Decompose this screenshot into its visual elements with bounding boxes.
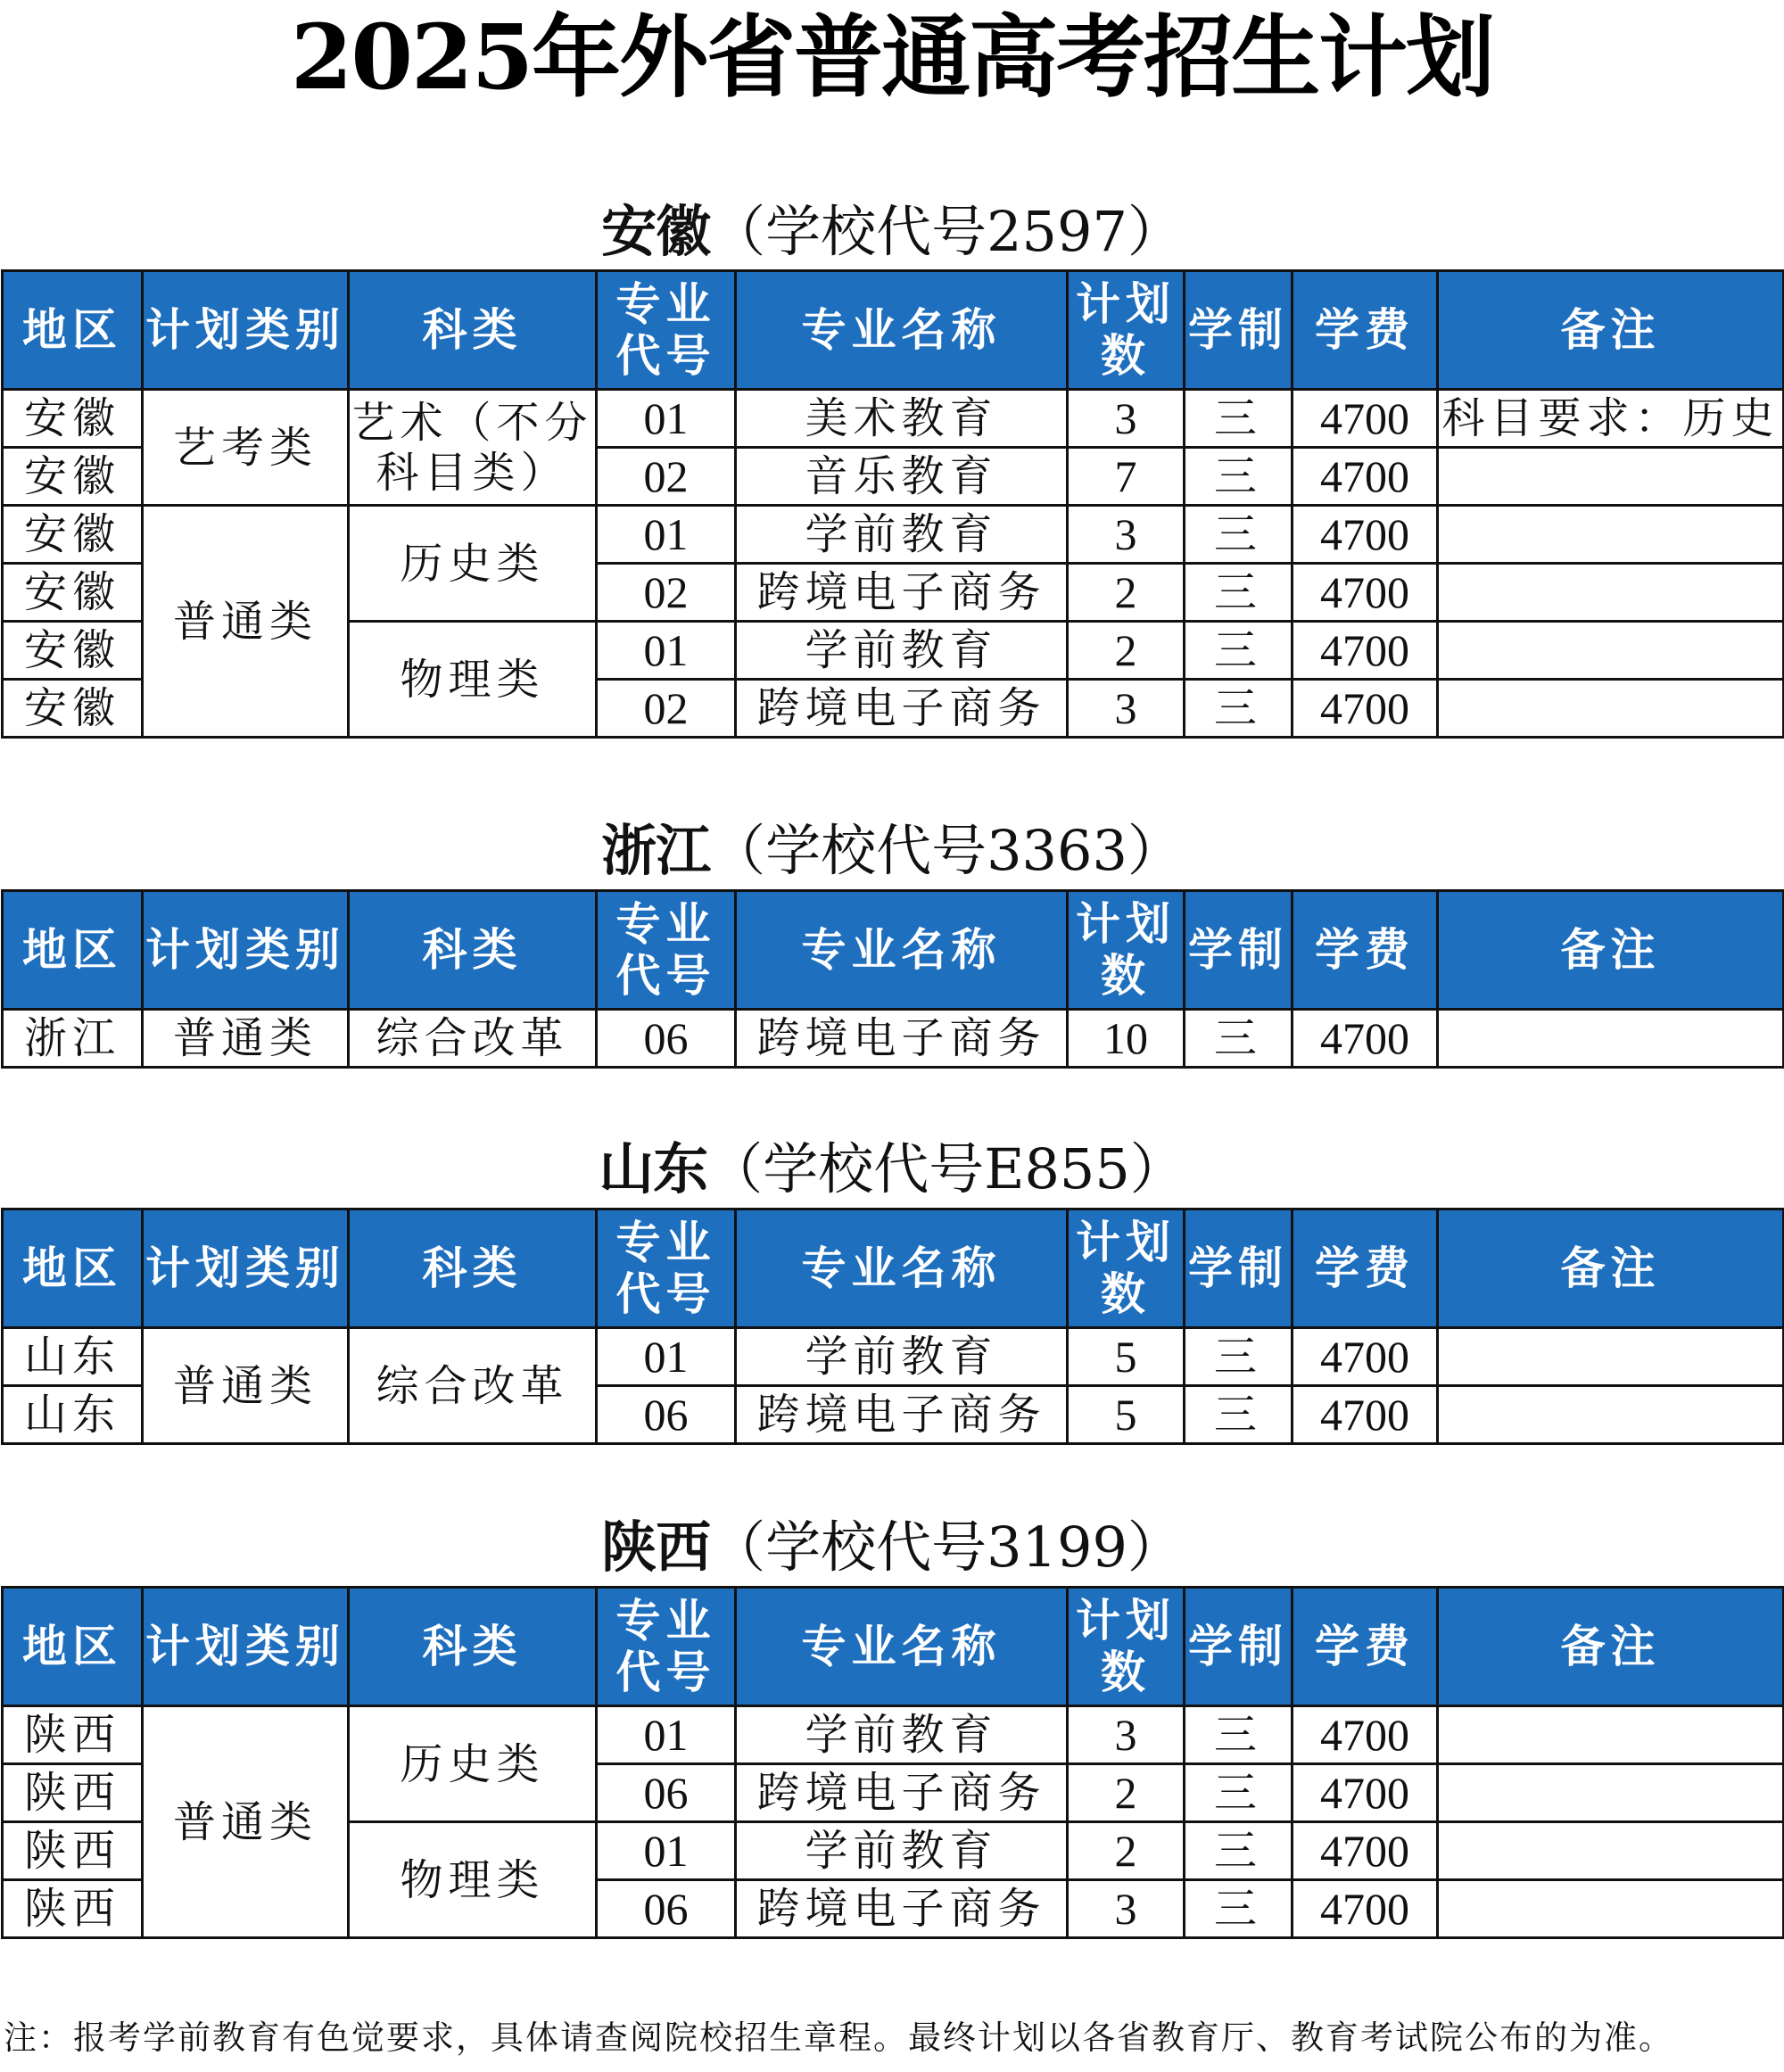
- cell-years: 三: [1185, 1706, 1293, 1764]
- cell-category: 普通类: [143, 1328, 349, 1444]
- cell-major-name: 跨境电子商务: [736, 1010, 1068, 1068]
- cell-region: 安徽: [3, 564, 143, 622]
- table-row: [3, 1706, 1784, 1764]
- cell-years: 三: [1185, 1010, 1293, 1068]
- cell-major-name: 学前教育: [736, 1328, 1068, 1386]
- header-line: 计划: [1076, 1594, 1176, 1647]
- header-line: 计划: [1076, 277, 1176, 330]
- col-header-years: 学制: [1185, 1588, 1293, 1706]
- cell-fee: 4700: [1293, 1010, 1438, 1068]
- section-heading-zhejiang: [0, 813, 1784, 888]
- cell-remark: [1438, 1880, 1784, 1938]
- cell-region: 陕西: [3, 1764, 143, 1822]
- section-school-code: （学校代号3199）: [710, 1515, 1183, 1580]
- cell-remark: [1438, 1386, 1784, 1444]
- col-header-major-code: [597, 1209, 736, 1328]
- plan-table-shaanxi: [1, 1586, 1784, 1939]
- cell-fee: 4700: [1293, 622, 1438, 680]
- header-line: 专业: [615, 277, 716, 330]
- page-title: 2025年外省普通高考招生计划: [290, 4, 1494, 110]
- cell-remark: 科目要求：历史: [1438, 390, 1784, 448]
- table-row: [3, 390, 1784, 448]
- section-heading-anhui: [0, 194, 1784, 269]
- col-header-major-name: 专业名称: [736, 1588, 1068, 1706]
- cell-remark: [1438, 680, 1784, 738]
- table-header-row: [3, 271, 1784, 390]
- cell-years: 三: [1185, 506, 1293, 564]
- col-header-category: 计划类别: [143, 891, 349, 1010]
- table-row: [3, 1010, 1784, 1068]
- cell-remark: [1438, 1822, 1784, 1880]
- header-line: 代号: [615, 1267, 716, 1320]
- cell-fee: 4700: [1293, 506, 1438, 564]
- cell-count: 7: [1068, 448, 1185, 506]
- cell-remark: [1438, 1328, 1784, 1386]
- section-province: 陕西: [601, 1515, 711, 1580]
- col-header-major-name: 专业名称: [736, 271, 1068, 390]
- cell-major-name: 美术教育: [736, 390, 1068, 448]
- header-line: 代号: [615, 949, 716, 1002]
- cell-category: 普通类: [143, 506, 349, 738]
- cell-major-code: 01: [597, 506, 736, 564]
- section-school-code: （学校代号2597）: [710, 199, 1183, 264]
- col-header-major-code: [597, 1588, 736, 1706]
- section-province: 浙江: [601, 818, 711, 883]
- header-line: 计划: [1076, 897, 1176, 950]
- cell-major-code: 01: [597, 1822, 736, 1880]
- cell-major-name: 跨境电子商务: [736, 1386, 1068, 1444]
- cell-count: 2: [1068, 564, 1185, 622]
- cell-fee: 4700: [1293, 1764, 1438, 1822]
- cell-region: 山东: [3, 1386, 143, 1444]
- cell-fee: 4700: [1293, 448, 1438, 506]
- cell-remark: [1438, 506, 1784, 564]
- cell-category: 普通类: [143, 1706, 349, 1938]
- cell-major-name: 跨境电子商务: [736, 1880, 1068, 1938]
- cell-remark: [1438, 1706, 1784, 1764]
- col-header-years: 学制: [1185, 271, 1293, 390]
- table-row: [3, 1328, 1784, 1386]
- cell-years: 三: [1185, 1822, 1293, 1880]
- cell-remark: [1438, 622, 1784, 680]
- cell-major-name: 跨境电子商务: [736, 564, 1068, 622]
- col-header-subject: 科类: [349, 271, 597, 390]
- cell-years: 三: [1185, 564, 1293, 622]
- header-line: 代号: [615, 329, 716, 382]
- col-header-count: [1068, 891, 1185, 1010]
- table-header-row: [3, 891, 1784, 1010]
- cell-fee: 4700: [1293, 1386, 1438, 1444]
- cell-fee: 4700: [1293, 564, 1438, 622]
- cell-major-name: 跨境电子商务: [736, 1764, 1068, 1822]
- cell-fee: 4700: [1293, 1328, 1438, 1386]
- header-line: 专业: [615, 1216, 716, 1268]
- cell-major-name: 学前教育: [736, 506, 1068, 564]
- col-header-major-name: 专业名称: [736, 1209, 1068, 1328]
- cell-category: 普通类: [143, 1010, 349, 1068]
- cell-count: 3: [1068, 1880, 1185, 1938]
- cell-major-code: 01: [597, 622, 736, 680]
- cell-remark: [1438, 1764, 1784, 1822]
- cell-region: 浙江: [3, 1010, 143, 1068]
- col-header-major-code: [597, 271, 736, 390]
- cell-years: 三: [1185, 390, 1293, 448]
- cell-count: 5: [1068, 1386, 1185, 1444]
- footnote: 注：报考学前教育有色觉要求，具体请查阅院校招生章程。最终计划以各省教育厅、教育考试院公布的为准。: [4, 2018, 1673, 2057]
- header-line: 数: [1101, 329, 1151, 382]
- cell-years: 三: [1185, 1386, 1293, 1444]
- col-header-count: [1068, 1209, 1185, 1328]
- col-header-subject: 科类: [349, 891, 597, 1010]
- cell-major-name: 学前教育: [736, 1822, 1068, 1880]
- cell-major-code: 06: [597, 1010, 736, 1068]
- cell-subject: 综合改革: [349, 1328, 597, 1444]
- cell-count: 3: [1068, 1706, 1185, 1764]
- cell-major-name: 音乐教育: [736, 448, 1068, 506]
- cell-subject: 综合改革: [349, 1010, 597, 1068]
- col-header-region: 地区: [3, 1209, 143, 1328]
- cell-major-code: 02: [597, 680, 736, 738]
- cell-fee: 4700: [1293, 1822, 1438, 1880]
- cell-subject: 艺术（不分科目类）: [349, 390, 597, 506]
- col-header-remark: 备注: [1438, 1588, 1784, 1706]
- cell-subject: 历史类: [349, 1706, 597, 1822]
- section-school-code: （学校代号3363）: [710, 818, 1183, 883]
- plan-table-anhui: [1, 269, 1784, 739]
- cell-years: 三: [1185, 448, 1293, 506]
- cell-subject: 物理类: [349, 622, 597, 738]
- section-province: 安徽: [601, 199, 711, 264]
- col-header-category: 计划类别: [143, 1209, 349, 1328]
- cell-count: 3: [1068, 390, 1185, 448]
- col-header-count: [1068, 271, 1185, 390]
- header-line: 数: [1101, 1646, 1151, 1698]
- cell-major-code: 01: [597, 1328, 736, 1386]
- cell-major-code: 06: [597, 1386, 736, 1444]
- cell-count: 2: [1068, 1764, 1185, 1822]
- col-header-region: 地区: [3, 1588, 143, 1706]
- cell-years: 三: [1185, 1880, 1293, 1938]
- cell-remark: [1438, 564, 1784, 622]
- col-header-remark: 备注: [1438, 1209, 1784, 1328]
- cell-region: 陕西: [3, 1880, 143, 1938]
- col-header-region: 地区: [3, 891, 143, 1010]
- cell-region: 安徽: [3, 680, 143, 738]
- col-header-subject: 科类: [349, 1209, 597, 1328]
- cell-count: 5: [1068, 1328, 1185, 1386]
- col-header-remark: 备注: [1438, 271, 1784, 390]
- cell-major-code: 06: [597, 1880, 736, 1938]
- col-header-fee: 学费: [1293, 891, 1438, 1010]
- cell-fee: 4700: [1293, 1880, 1438, 1938]
- section-heading-shandong: [0, 1132, 1784, 1207]
- col-header-fee: 学费: [1293, 271, 1438, 390]
- cell-category: 艺考类: [143, 390, 349, 506]
- col-header-subject: 科类: [349, 1588, 597, 1706]
- cell-subject: 物理类: [349, 1822, 597, 1938]
- cell-count: 2: [1068, 1822, 1185, 1880]
- col-header-category: 计划类别: [143, 1588, 349, 1706]
- header-line: 代号: [615, 1646, 716, 1698]
- cell-count: 2: [1068, 622, 1185, 680]
- cell-years: 三: [1185, 622, 1293, 680]
- table-row: [3, 506, 1784, 564]
- cell-years: 三: [1185, 1764, 1293, 1822]
- header-line: 数: [1101, 949, 1151, 1002]
- cell-major-name: 学前教育: [736, 622, 1068, 680]
- cell-major-code: 06: [597, 1764, 736, 1822]
- cell-count: 10: [1068, 1010, 1185, 1068]
- col-header-years: 学制: [1185, 1209, 1293, 1328]
- cell-major-name: 学前教育: [736, 1706, 1068, 1764]
- col-header-major-code: [597, 891, 736, 1010]
- cell-remark: [1438, 448, 1784, 506]
- section-heading-shaanxi: [0, 1510, 1784, 1585]
- cell-count: 3: [1068, 506, 1185, 564]
- cell-region: 安徽: [3, 622, 143, 680]
- cell-fee: 4700: [1293, 680, 1438, 738]
- section-school-code: （学校代号E855）: [707, 1136, 1185, 1201]
- header-line: 数: [1101, 1267, 1151, 1320]
- cell-major-code: 02: [597, 564, 736, 622]
- header-line: 专业: [615, 1594, 716, 1647]
- cell-region: 陕西: [3, 1822, 143, 1880]
- header-line: 计划: [1076, 1216, 1176, 1268]
- cell-major-name: 跨境电子商务: [736, 680, 1068, 738]
- col-header-region: 地区: [3, 271, 143, 390]
- header-line: 专业: [615, 897, 716, 950]
- plan-table-shandong: [1, 1208, 1784, 1445]
- cell-region: 山东: [3, 1328, 143, 1386]
- cell-fee: 4700: [1293, 390, 1438, 448]
- col-header-remark: 备注: [1438, 891, 1784, 1010]
- col-header-count: [1068, 1588, 1185, 1706]
- table-header-row: [3, 1588, 1784, 1706]
- col-header-category: 计划类别: [143, 271, 349, 390]
- col-header-fee: 学费: [1293, 1209, 1438, 1328]
- cell-subject: 历史类: [349, 506, 597, 622]
- col-header-fee: 学费: [1293, 1588, 1438, 1706]
- table-header-row: [3, 1209, 1784, 1328]
- cell-major-code: 01: [597, 1706, 736, 1764]
- cell-major-code: 01: [597, 390, 736, 448]
- cell-major-code: 02: [597, 448, 736, 506]
- cell-count: 3: [1068, 680, 1185, 738]
- cell-years: 三: [1185, 680, 1293, 738]
- col-header-major-name: 专业名称: [736, 891, 1068, 1010]
- cell-remark: [1438, 1010, 1784, 1068]
- cell-region: 安徽: [3, 506, 143, 564]
- cell-fee: 4700: [1293, 1706, 1438, 1764]
- plan-table-zhejiang: [1, 889, 1784, 1069]
- col-header-years: 学制: [1185, 891, 1293, 1010]
- cell-region: 安徽: [3, 448, 143, 506]
- cell-region: 安徽: [3, 390, 143, 448]
- cell-years: 三: [1185, 1328, 1293, 1386]
- cell-region: 陕西: [3, 1706, 143, 1764]
- section-province: 山东: [599, 1136, 708, 1201]
